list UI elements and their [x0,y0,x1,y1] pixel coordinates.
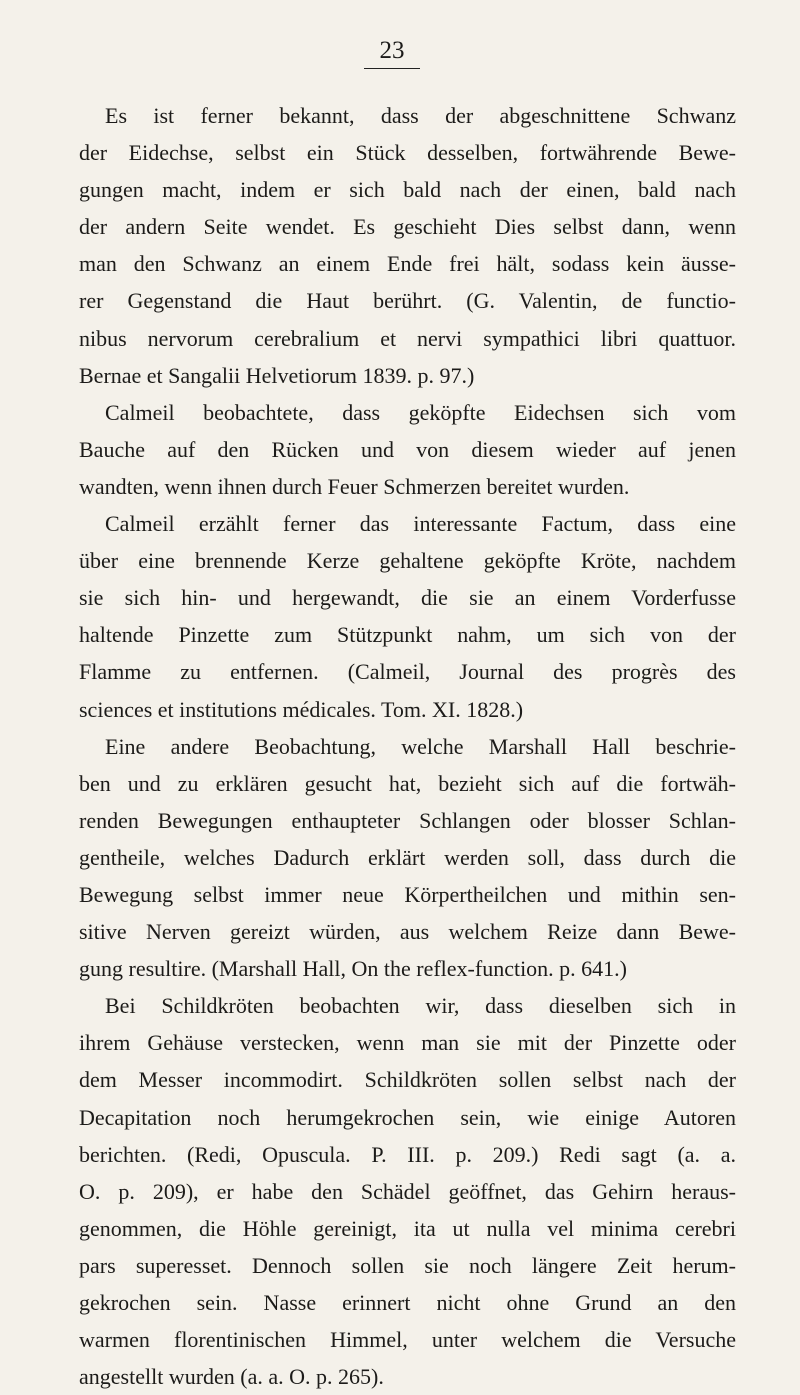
text-line: man den Schwanz an einem Ende frei hält, sodass kein äusse- [79,251,736,277]
text-line: warmen florentinischen Himmel, unter welchem die Versuche [79,1327,736,1353]
text-line: angestellt wurden (a. a. O. p. 265). [79,1364,384,1390]
text-line: gung resultire. (Marshall Hall, On the reflex-function. p. 641.) [79,956,628,982]
text-line: gekrochen sein. Nasse erinnert nicht ohne Grund an den [79,1290,736,1315]
text-line: Eine andere Beobachtung, welche Marshall Hall beschrie- [105,733,736,759]
text-line: über eine brennende Kerze gehaltene geköpfte Kröte, nachdem [79,548,736,574]
text-line: sie sich hin- und hergewandt, die sie an einem Vorderfusse [79,585,736,611]
text-line: Decapitation noch herumgekrochen sein, wie einige Autoren [79,1104,736,1130]
text-line: gentheile, welches Dadurch erklärt werden soll, dass durch die [79,844,736,870]
text-line: Flamme zu entfernen. (Calmeil, Journal des progrès des [79,659,736,685]
text-line: der Eidechse, selbst ein Stück desselben, fortwährende Bewe- [79,140,736,166]
text-line: nibus nervorum cerebralium et nervi sympathici libri quattuor. [79,325,736,351]
text-line: pars superesset. Dennoch sollen sie noch längere Zeit herum- [79,1252,736,1278]
text-line: wandten, wenn ihnen durch Feuer Schmerzen bereitet wurden. [79,473,630,499]
text-line: ben und zu erklären gesucht hat, bezieht sich auf die fortwäh- [79,770,736,796]
text-line: Bauche auf den Rücken und von diesem wieder auf jenen [79,436,736,462]
text-line: Bei Schildkröten beobachten wir, dass dieselben sich in [105,993,736,1019]
page-number: 23 [364,34,420,69]
text-line: Calmeil erzählt ferner das interessante Factum, dass eine [105,511,736,537]
text-line: renden Bewegungen enthaupteter Schlangen oder blosser Schlan- [79,807,736,833]
text-line: Bewegung selbst immer neue Körpertheilchen und mithin sen- [79,881,736,907]
text-line: rer Gegenstand die Haut berührt. (G. Valentin, de functio- [79,288,736,314]
text-line: Es ist ferner bekannt, dass der abgeschnittene Schwanz [105,103,736,128]
body-text [79,97,736,1395]
text-line: dem Messer incommodirt. Schildkröten sollen selbst nach der [79,1067,736,1093]
text-line: sciences et institutions médicales. Tom. XI. 1828.) [79,696,524,722]
text-line: O. p. 209), er habe den Schädel geöffnet, das Gehirn heraus- [79,1178,736,1204]
text-line: haltende Pinzette zum Stützpunkt nahm, um sich von der [79,622,736,648]
text-line: genommen, die Höhle gereinigt, ita ut nulla vel minima cerebri [79,1215,736,1241]
text-line: der andern Seite wendet. Es geschieht Dies selbst dann, wenn [79,214,736,240]
text-line: Calmeil beobachtete, dass geköpfte Eidechsen sich vom [105,399,736,425]
text-line: ihrem Gehäuse verstecken, wenn man sie mit der Pinzette oder [79,1030,736,1056]
text-line: Bernae et Sangalii Helvetiorum 1839. p. 97.) [79,362,475,388]
text-line: sitive Nerven gereizt würden, aus welchem Reize dann Bewe- [79,919,736,945]
text-line: berichten. (Redi, Opuscula. P. III. p. 209.) Redi sagt (a. a. [79,1141,736,1167]
text-line: gungen macht, indem er sich bald nach der einen, bald nach [79,177,736,203]
